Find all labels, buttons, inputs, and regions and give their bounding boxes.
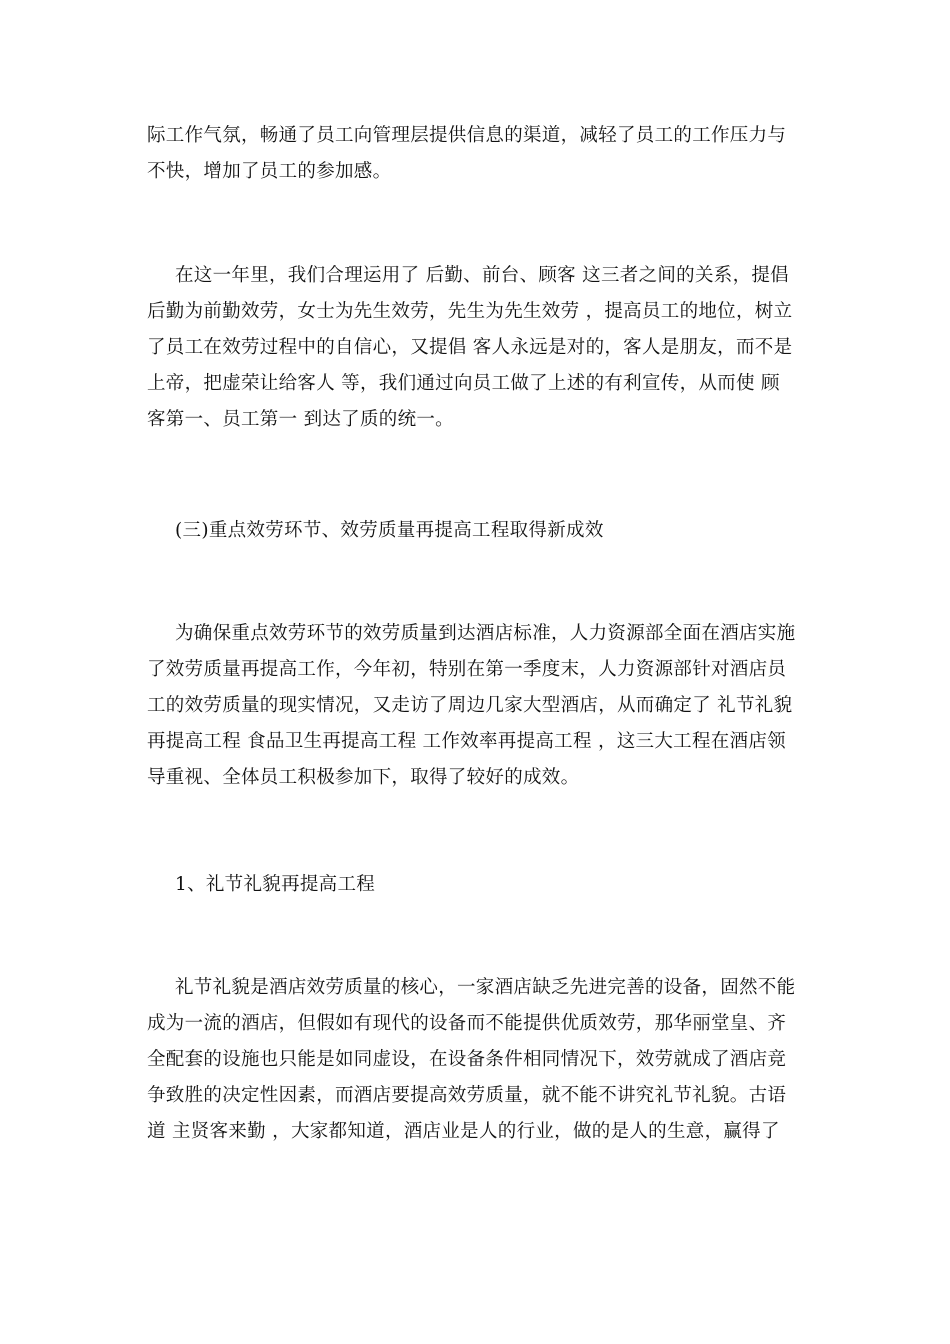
text-line: 争致胜的决定性因素，而酒店要提高效劳质量，就不能不讲究礼节礼貌。古语: [147, 1085, 787, 1106]
text-line: 不快，增加了员工的参加感。: [147, 161, 392, 182]
heading-line: (三)重点效劳环节、效劳质量再提高工程取得新成效: [175, 520, 604, 541]
text-line: 成为一流的酒店，但假如有现代的设备而不能提供优质效劳，那华丽堂皇、齐: [147, 1013, 787, 1034]
paragraph-quality-project: [147, 616, 817, 796]
heading-line: 1、礼节礼貌再提高工程: [175, 874, 376, 895]
text-line: 在这一年里，我们合理运用了 后勤、前台、顾客 这三者之间的关系，提倡: [175, 265, 789, 286]
text-line: 工的效劳质量的现实情况，又走访了周边几家大型酒店，从而确定了 礼节礼貌: [147, 695, 793, 716]
text-line: 全配套的设施也只能是如同虚设，在设备条件相同情况下，效劳就成了酒店竞: [147, 1049, 787, 1070]
text-line: 导重视、全体员工积极参加下，取得了较好的成效。: [147, 767, 580, 788]
text-line: 为确保重点效劳环节的效劳质量到达酒店标准，人力资源部全面在酒店实施: [175, 623, 796, 644]
subsection-heading-1: [147, 867, 817, 903]
paragraph-continuation: [147, 118, 817, 190]
text-line: 礼节礼貌是酒店效劳质量的核心，一家酒店缺乏先进完善的设备，固然不能: [175, 977, 796, 998]
section-heading-3: [147, 513, 817, 549]
text-line: 上帝，把虚荣让给客人 等，我们通过向员工做了上述的有利宣传，从而使 顾: [147, 373, 780, 394]
text-line: 了效劳质量再提高工作，今年初，特别在第一季度末，人力资源部针对酒店员: [147, 659, 787, 680]
text-line: 道 主贤客来勤 ，大家都知道，酒店业是人的行业，做的是人的生意，赢得了: [147, 1121, 780, 1142]
paragraph-etiquette: [147, 970, 817, 1150]
text-line: 际工作气氛，畅通了员工向管理层提供信息的渠道，减轻了员工的工作压力与: [147, 125, 787, 146]
text-line: 了员工在效劳过程中的自信心，又提倡 客人永远是对的，客人是朋友，而不是: [147, 337, 793, 358]
text-line: 再提高工程 食品卫生再提高工程 工作效率再提高工程 ，这三大工程在酒店领: [147, 731, 786, 752]
text-line: 客第一、员工第一 到达了质的统一。: [147, 409, 454, 430]
text-line: 后勤为前勤效劳，女士为先生效劳，先生为先生效劳 ，提高员工的地位，树立: [147, 301, 793, 322]
paragraph-relationship: [147, 258, 817, 438]
